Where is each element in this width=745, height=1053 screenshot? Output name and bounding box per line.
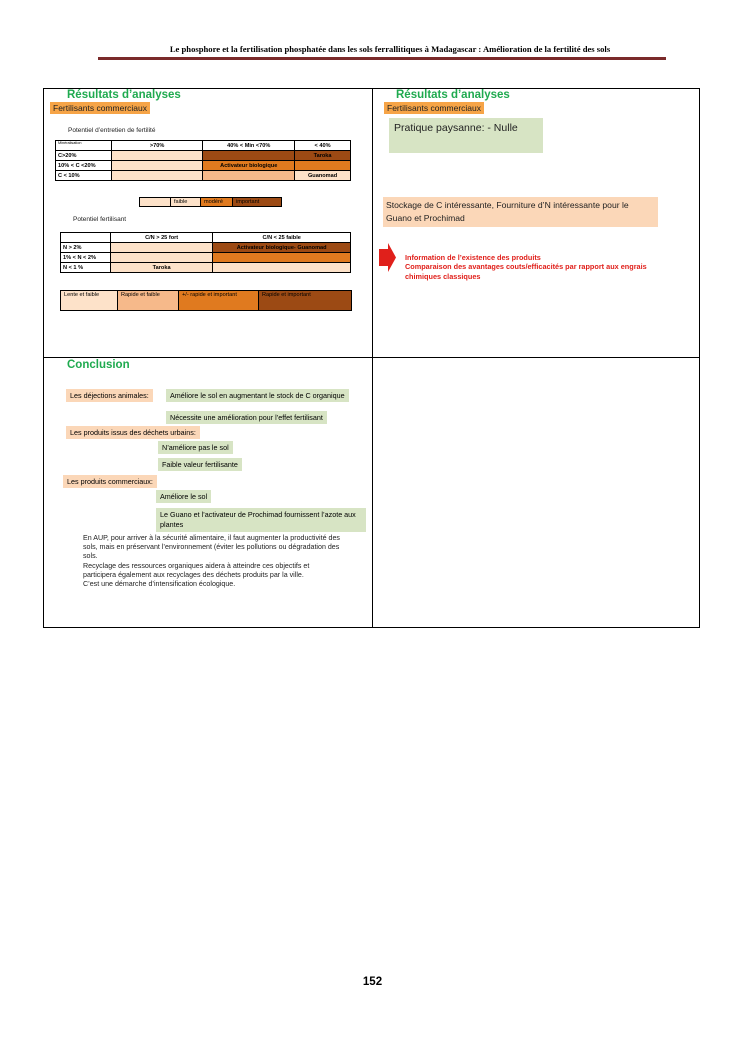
table2-row-label: N > 2% (61, 243, 111, 253)
table2-cell (110, 243, 212, 253)
conclusion-item-label: Les déjections animales: (66, 389, 153, 402)
table1-cell (203, 171, 295, 181)
fertilizing-potential-table (60, 232, 351, 273)
red-arrow-icon (379, 243, 396, 272)
table1-cell: Activateur biologique (203, 161, 295, 171)
table1-header: >70% (111, 141, 202, 151)
table1-cell (111, 151, 202, 161)
table2-corner (61, 233, 111, 243)
legend-intensity (139, 197, 282, 207)
legend-swatch: Rapide et faible (118, 291, 179, 310)
paragraph-line: En AUP, pour arriver à la sécurité alimentaire, il faut augmenter la productivité des sols, mais en préservant l’environnement (éviter les pollutions ou dégradation des sols. (83, 534, 340, 561)
table2-header: C/N > 25 fort (110, 233, 212, 243)
paragraph-line: C’est une démarche d’intensification écologique. (83, 580, 236, 589)
legend-swatch: important (233, 198, 281, 206)
document-header-title: Le phosphore et la fertilisation phosphatée dans les sols ferrallitiques à Madagascar : Amélioration de la fertilité des sols (169, 44, 611, 54)
table1-row-label: 10% < C <20% (56, 161, 112, 171)
conclusion-item-label: Les produits commerciaux: (63, 475, 157, 488)
right-panel-title: Résultats d’analyses (396, 89, 510, 101)
table1-row-label: C>20% (56, 151, 112, 161)
farmer-practice-box: Pratique paysanne: - Nulle (389, 118, 543, 153)
storage-note: Stockage de C intéressante, Fourniture d’N intéressante pour le Guano et Prochimad (383, 197, 658, 227)
table2-cell: Taroka (110, 263, 212, 273)
conclusion-point: N’améliore pas le sol (158, 441, 233, 454)
table2-cell (213, 263, 351, 273)
table2-row-label: N < 1 % (61, 263, 111, 273)
grid-horizontal-divider (43, 357, 700, 358)
table2-cell: Activateur biologique- Guanomad (213, 243, 351, 253)
conclusion-title: Conclusion (67, 359, 130, 371)
table1-row-label: C < 10% (56, 171, 112, 181)
table2-cell (110, 253, 212, 263)
conclusion-paragraph (83, 534, 341, 589)
header-rule (98, 57, 666, 60)
legend-swatch (140, 198, 171, 206)
left-panel-tag: Fertilisants commerciaux (50, 102, 150, 114)
right-panel-tag: Fertilisants commerciaux (384, 102, 484, 114)
table2-caption: Potentiel fertilisant (73, 216, 127, 223)
table2-row-label: 1% < N < 2% (61, 253, 111, 263)
left-panel-title: Résultats d’analyses (67, 89, 181, 101)
grid-vertical-divider (372, 88, 373, 628)
table1-header: 40% < Min <70% (203, 141, 295, 151)
table1-cell: Taroka (295, 151, 351, 161)
table2-cell (213, 253, 351, 263)
legend-swatch: faible (171, 198, 201, 206)
table1-header: < 40% (295, 141, 351, 151)
info-line: Comparaison des avantages couts/efficacités par rapport aux engrais chimiques classiques (405, 262, 647, 281)
conclusion-item-label: Les produits issus des déchets urbains: (66, 426, 200, 439)
legend-swatch: Lente et faible (61, 291, 118, 310)
info-line: Information de l’existence des produits (405, 253, 541, 262)
table1-cell (111, 171, 202, 181)
table2-header: C/N < 25 faible (213, 233, 351, 243)
paragraph-line: Recyclage des ressources organiques aidera à atteindre ces objectifs et participera également aux recyclages des déchets produits par la ville. (83, 561, 310, 579)
legend-swatch: Rapide et important (259, 291, 351, 310)
table1-caption: Potentiel d’entretien de fertilité (68, 127, 156, 134)
table1-cell (203, 151, 295, 161)
fertility-maintenance-table (55, 140, 351, 181)
conclusion-point: Le Guano et l’activateur de Prochimad fournissent l’azote aux plantes (156, 508, 366, 532)
table1-cell: Guanomad (295, 171, 351, 181)
conclusion-point: Améliore le sol (156, 490, 211, 503)
table1-corner-label: Minéralisation (56, 141, 112, 151)
legend-swatch: modéré (201, 198, 233, 206)
table1-cell (295, 161, 351, 171)
legend-speed (60, 290, 352, 311)
page-number: 152 (362, 976, 383, 988)
table1-cell (111, 161, 202, 171)
conclusion-point: Faible valeur fertilisante (158, 458, 242, 471)
conclusion-point: Nécessite une amélioration pour l’effet fertilisant (166, 411, 327, 424)
conclusion-point: Améliore le sol en augmentant le stock de C organique (166, 389, 349, 402)
legend-swatch: +/- rapide et important (179, 291, 259, 310)
